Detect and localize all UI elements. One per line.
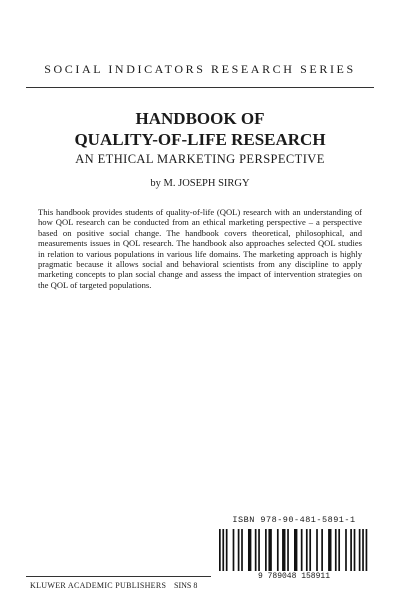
series-name: SOCIAL INDICATORS RESEARCH SERIES xyxy=(44,62,356,76)
barcode-image xyxy=(215,529,373,571)
isbn-barcode-block xyxy=(211,515,377,583)
book-title xyxy=(0,108,400,150)
publisher-name: KLUWER ACADEMIC PUBLISHERS xyxy=(30,581,167,590)
isbn-label: ISBN 978-90-481-5891-1 xyxy=(232,515,356,525)
footer-rule xyxy=(26,576,211,577)
book-author: by M. JOSEPH SIRGY xyxy=(150,178,250,189)
book-description: This handbook provides students of quality-of-life (QOL) research with an understanding of how QOL research can be conducted from an ethical marketing perspective – a perspective based on positive social change. The handbook covers theoretical, philosophical, and measurements issues in QOL research. The handbook also approaches selected QOL studies in relation to various populations in various life domains. The marketing approach is highly pragmatic because it allows social and behavioral scientists from any discipline to apply marketing concepts to plan social change and assess the impact of intervention strategies on the QOL of targeted populations. xyxy=(38,207,362,290)
series-number: SINS 8 xyxy=(174,581,198,590)
book-subtitle: AN ETHICAL MARKETING PERSPECTIVE xyxy=(75,152,325,166)
title-line-1: HANDBOOK OF xyxy=(135,109,265,128)
header-rule xyxy=(26,87,374,88)
title-line-2: QUALITY-OF-LIFE RESEARCH xyxy=(74,130,326,149)
barcode-number: 9 789048 158911 xyxy=(257,572,330,581)
